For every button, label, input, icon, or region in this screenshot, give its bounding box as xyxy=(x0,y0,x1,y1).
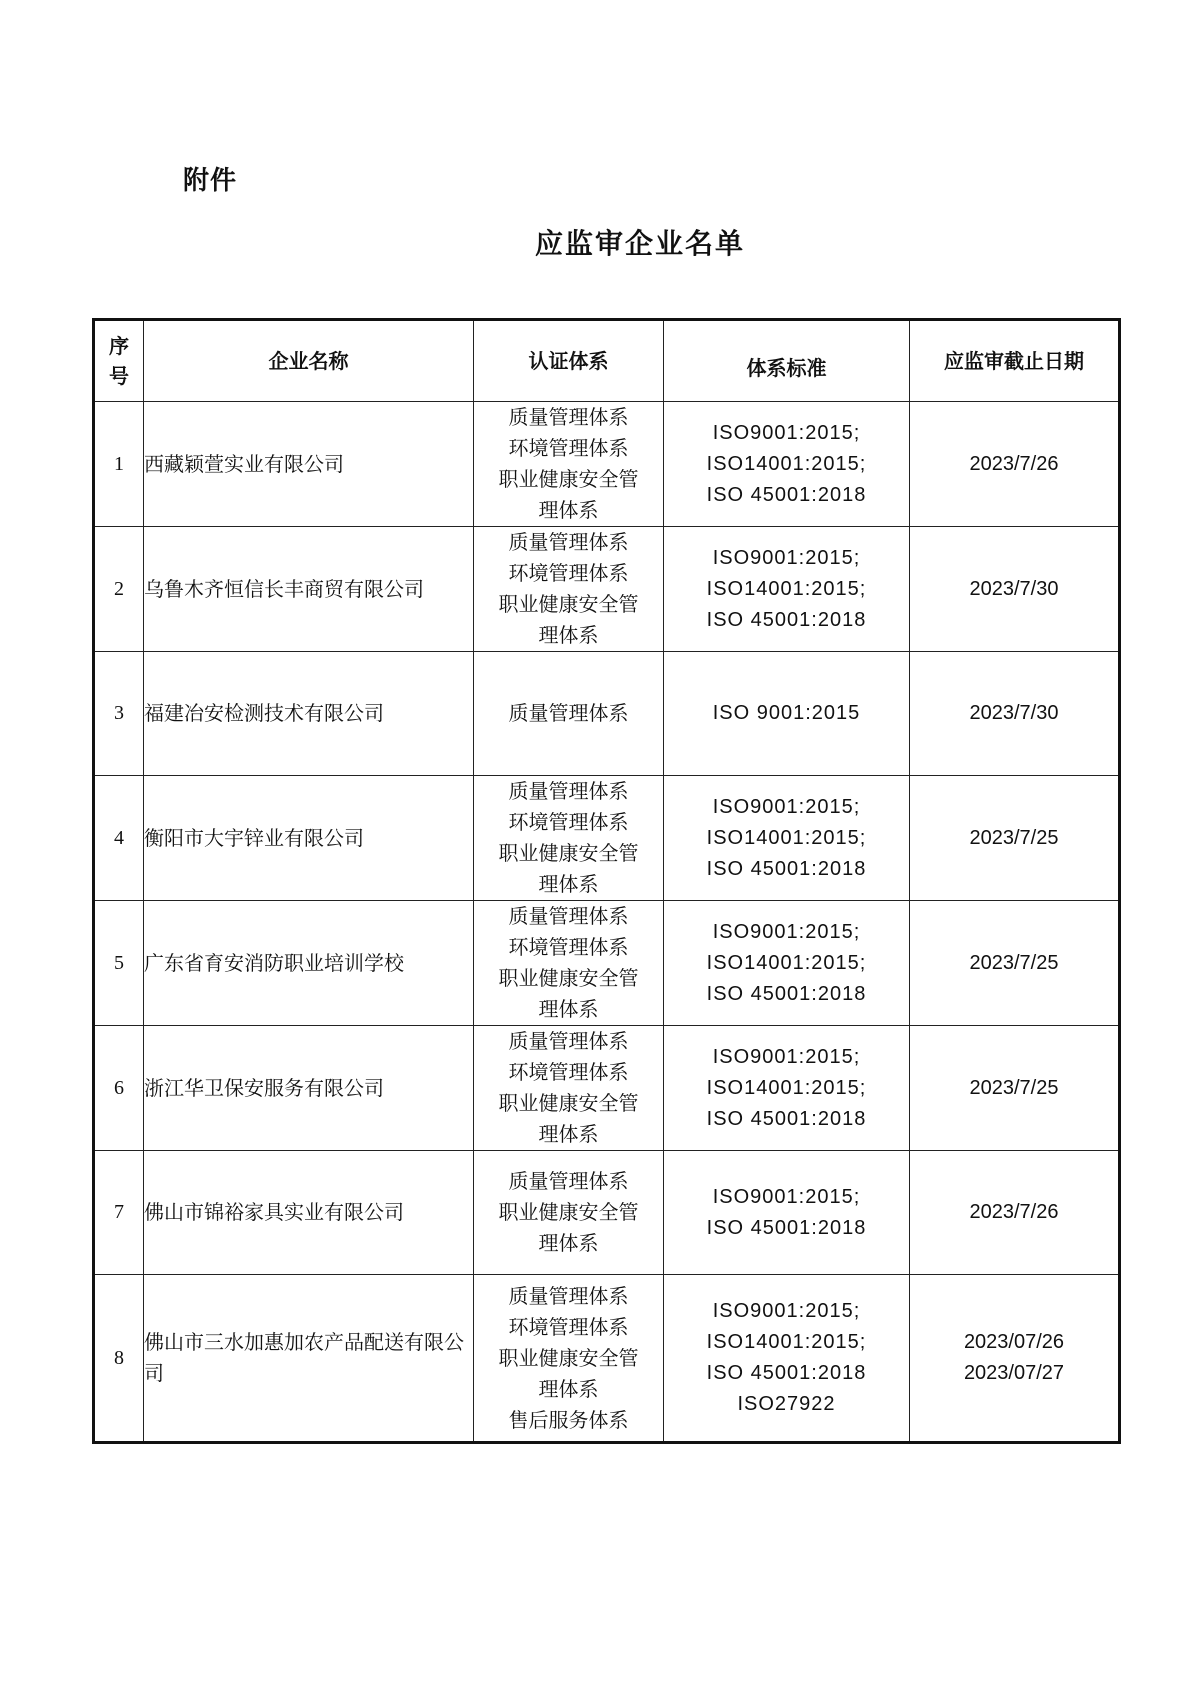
table-header-row xyxy=(94,320,1120,402)
cell-certification-system xyxy=(474,652,664,776)
standard-line: ISO 45001:2018 xyxy=(706,483,867,506)
cell-enterprise-name xyxy=(144,1151,474,1275)
cell-certification-system xyxy=(474,527,664,652)
system-line: 环境管理体系 xyxy=(508,436,629,460)
system-line: 环境管理体系 xyxy=(508,935,629,959)
cell-certification-system xyxy=(474,1151,664,1275)
system-line: 理体系 xyxy=(538,997,599,1021)
header-seq-line-2: 号 xyxy=(109,364,129,388)
cell-enterprise-name xyxy=(144,1026,474,1151)
enterprise-name-text: 佛山市锦裕家具实业有限公司 xyxy=(144,1200,404,1224)
standard-line: ISO9001:2015; xyxy=(712,920,861,943)
table-row xyxy=(94,1275,1120,1443)
standard-line: ISO 45001:2018 xyxy=(706,1362,867,1384)
enterprise-list-table xyxy=(92,318,1121,1444)
system-line: 职业健康安全管 xyxy=(498,467,639,491)
system-line: 环境管理体系 xyxy=(508,561,629,585)
system-line: 理体系 xyxy=(538,872,599,896)
cell-certification-system xyxy=(474,402,664,527)
system-line: 质量管理体系 xyxy=(508,530,629,554)
system-line: 质量管理体系 xyxy=(508,779,629,803)
cell-system-standard xyxy=(664,527,910,652)
system-line: 质量管理体系 xyxy=(508,904,629,928)
standard-line: ISO9001:2015; xyxy=(712,546,861,569)
system-line: 环境管理体系 xyxy=(508,1314,629,1339)
cell-seq: 2 xyxy=(94,527,144,652)
deadline-line: 2023/7/25 xyxy=(969,1076,1059,1099)
cell-seq: 4 xyxy=(94,776,144,901)
table-row xyxy=(94,901,1120,1026)
cell-system-standard xyxy=(664,1275,910,1443)
enterprise-name-text: 西藏颖萱实业有限公司 xyxy=(144,451,344,476)
enterprise-name-text: 广东省育安消防职业培训学校 xyxy=(144,950,404,975)
system-line: 职业健康安全管 xyxy=(498,841,639,865)
standard-line: ISO9001:2015; xyxy=(712,1185,861,1208)
cell-seq: 5 xyxy=(94,901,144,1026)
enterprise-name-text: 衡阳市大宇锌业有限公司 xyxy=(144,825,364,850)
system-line: 职业健康安全管 xyxy=(498,966,639,990)
header-seq-line-1: 序 xyxy=(109,334,129,358)
deadline-line: 2023/07/27 xyxy=(963,1362,1065,1384)
system-line: 理体系 xyxy=(538,498,599,522)
table-row xyxy=(94,402,1120,527)
cell-system-standard xyxy=(664,652,910,776)
header-certification-system: 认证体系 xyxy=(474,320,664,402)
standard-line: ISO9001:2015; xyxy=(712,795,861,818)
standard-line: ISO 45001:2018 xyxy=(706,608,867,631)
cell-system-standard xyxy=(664,1151,910,1275)
table-row xyxy=(94,1151,1120,1275)
cell-enterprise-name xyxy=(144,652,474,776)
cell-system-standard xyxy=(664,1026,910,1151)
deadline-line: 2023/07/26 xyxy=(963,1331,1065,1353)
cell-certification-system xyxy=(474,1026,664,1151)
system-line: 理体系 xyxy=(538,623,599,647)
attachment-label: 附件 xyxy=(183,166,238,196)
cell-enterprise-name xyxy=(144,776,474,901)
system-line: 职业健康安全管 xyxy=(498,1200,639,1224)
cell-seq: 1 xyxy=(94,402,144,527)
standard-line: ISO14001:2015; xyxy=(706,577,867,600)
system-line: 质量管理体系 xyxy=(508,1283,629,1308)
system-line: 质量管理体系 xyxy=(508,405,629,429)
cell-certification-system xyxy=(474,901,664,1026)
cell-seq: 7 xyxy=(94,1151,144,1275)
table-row xyxy=(94,652,1120,776)
system-line: 职业健康安全管 xyxy=(498,1345,639,1370)
system-line: 理体系 xyxy=(538,1376,599,1401)
cell-enterprise-name xyxy=(144,1275,474,1443)
table-row xyxy=(94,1026,1120,1151)
cell-enterprise-name xyxy=(144,901,474,1026)
table-row xyxy=(94,776,1120,901)
header-seq xyxy=(94,320,144,402)
system-line: 售后服务体系 xyxy=(508,1407,629,1432)
standard-line: ISO14001:2015; xyxy=(706,452,867,475)
standard-line: ISO14001:2015; xyxy=(706,951,867,974)
cell-enterprise-name xyxy=(144,527,474,652)
system-line: 质量管理体系 xyxy=(508,1029,629,1053)
deadline-line: 2023/7/25 xyxy=(969,826,1059,849)
cell-enterprise-name xyxy=(144,402,474,527)
standard-line: ISO14001:2015; xyxy=(706,1076,867,1099)
cell-deadline xyxy=(910,1275,1120,1443)
cell-seq: 3 xyxy=(94,652,144,776)
cell-seq: 8 xyxy=(94,1275,144,1443)
cell-deadline xyxy=(910,901,1120,1026)
system-line: 质量管理体系 xyxy=(508,701,629,725)
system-line: 理体系 xyxy=(538,1122,599,1146)
standard-line: ISO 9001:2015 xyxy=(712,702,861,724)
system-line: 环境管理体系 xyxy=(508,810,629,834)
system-line: 质量管理体系 xyxy=(508,1169,629,1193)
cell-seq: 6 xyxy=(94,1026,144,1151)
standard-line: ISO27922 xyxy=(737,1393,836,1415)
header-system-standard xyxy=(664,320,910,402)
cell-certification-system xyxy=(474,1275,664,1443)
deadline-line: 2023/7/26 xyxy=(969,1201,1059,1223)
standard-line: ISO 45001:2018 xyxy=(706,1107,867,1130)
enterprise-name-text: 浙江华卫保安服务有限公司 xyxy=(144,1075,384,1100)
deadline-line: 2023/7/30 xyxy=(969,577,1059,600)
cell-deadline xyxy=(910,776,1120,901)
standard-line: ISO14001:2015; xyxy=(706,826,867,849)
enterprise-name-text: 佛山市三水加惠加农产品配送有限公司 xyxy=(144,1330,464,1385)
standard-line: ISO9001:2015; xyxy=(712,1045,861,1068)
header-deadline: 应监审截止日期 xyxy=(910,320,1120,402)
enterprise-name-text: 乌鲁木齐恒信长丰商贸有限公司 xyxy=(144,576,424,601)
standard-line: ISO 45001:2018 xyxy=(706,857,867,880)
standard-line: ISO 45001:2018 xyxy=(706,1216,867,1239)
cell-deadline xyxy=(910,1151,1120,1275)
system-line: 职业健康安全管 xyxy=(498,592,639,616)
standard-line: ISO14001:2015; xyxy=(706,1331,867,1353)
system-line: 职业健康安全管 xyxy=(498,1091,639,1115)
standard-line: ISO9001:2015; xyxy=(712,421,861,444)
enterprise-name-text: 福建冶安检测技术有限公司 xyxy=(144,701,384,725)
header-enterprise-name: 企业名称 xyxy=(144,320,474,402)
cell-deadline xyxy=(910,652,1120,776)
standard-line: ISO 45001:2018 xyxy=(706,982,867,1005)
table-row xyxy=(94,527,1120,652)
deadline-line: 2023/7/30 xyxy=(969,702,1059,724)
cell-system-standard xyxy=(664,402,910,527)
cell-system-standard xyxy=(664,901,910,1026)
deadline-line: 2023/7/25 xyxy=(969,951,1059,974)
header-system-standard-label: 体系标准 xyxy=(746,355,827,380)
deadline-line: 2023/7/26 xyxy=(969,452,1059,475)
standard-line: ISO9001:2015; xyxy=(712,1300,861,1322)
system-line: 环境管理体系 xyxy=(508,1060,629,1084)
cell-deadline xyxy=(910,527,1120,652)
cell-certification-system xyxy=(474,776,664,901)
cell-deadline xyxy=(910,1026,1120,1151)
system-line: 理体系 xyxy=(538,1231,599,1255)
document-title: 应监审企业名单 xyxy=(534,227,745,260)
cell-system-standard xyxy=(664,776,910,901)
cell-deadline xyxy=(910,402,1120,527)
